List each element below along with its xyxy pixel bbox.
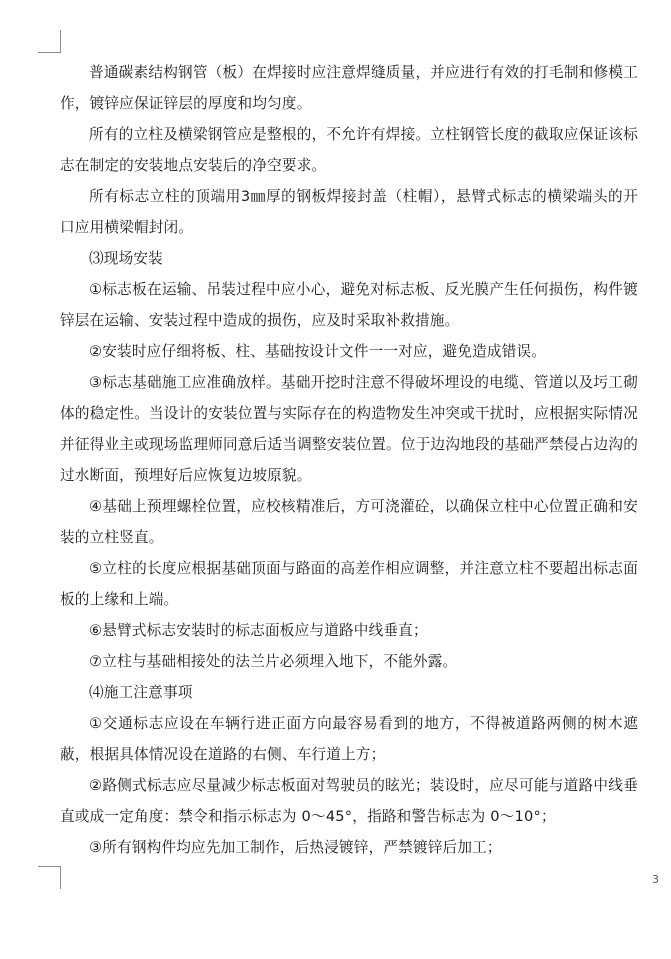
list-item: ⑦立柱与基础相接处的法兰片必须埋入地下，不能外露。	[89, 653, 458, 670]
list-item: ②路侧式标志应尽量减少标志板面对驾驶员的眩光；装设时，应尽可能与道路中线垂直或成一定角度：禁令和指示标志为 0～45°，指路和警告标志为 0～10°；	[60, 777, 638, 825]
list-item: ③标志基础施工应准确放样。基础开挖时注意不得破坏埋设的电缆、管道以及圬工砌体的稳定性。当设计的安装位置与实际存在的构造物发生冲突或干扰时，应根据实际情况并征得业主或现场监理师同意后适当调整安装位置。位于边沟地段的基础严禁侵占边沟的过水断面，预埋好后应恢复边坡原貌。	[60, 374, 638, 484]
list-item: ⑥悬臂式标志安装时的标志面板应与道路中线垂直；	[89, 622, 428, 639]
list-item: ①标志板在运输、吊装过程中应小心，避免对标志板、反光膜产生任何损伤，构件镀锌层在运输、安装过程中造成的损伤，应及时采取补救措施。	[60, 281, 638, 329]
paragraph-column-cap: 所有标志立柱的顶端用3㎜厚的钢板焊接封盖（柱帽），悬臂式标志的横梁端头的开口应用横梁帽封闭。	[60, 188, 638, 236]
top-left-margin-mark	[38, 30, 61, 53]
list-item: ③所有钢构件均应先加工制作，后热浸镀锌，严禁镀锌后加工；	[89, 839, 502, 856]
heading-onsite-installation: ⑶现场安装	[89, 250, 163, 267]
list-item: ①交通标志应设在车辆行进正面方向最容易看到的地方，不得被道路两侧的树木遮蔽，根据具体情况设在道路的右侧、车行道上方；	[60, 715, 638, 763]
list-item: ②安装时应仔细将板、柱、基础按设计文件一一对应，避免造成错误。	[89, 343, 547, 360]
paragraph-whole-pipe: 所有的立柱及横梁钢管应是整根的，不允许有焊接。立柱钢管长度的截取应保证该标志在制定的安装地点安装后的净空要求。	[60, 126, 638, 174]
page-number: 3	[652, 873, 659, 886]
list-item: ④基础上预埋螺栓位置，应校核精准后，方可浇灌砼，以确保立柱中心位置正确和安装的立柱竖直。	[60, 498, 638, 546]
bottom-left-margin-mark	[38, 866, 61, 889]
document-body	[60, 57, 638, 863]
heading-construction-notes: ⑷施工注意事项	[89, 684, 193, 701]
list-item: ⑤立柱的长度应根据基础顶面与路面的高差作相应调整，并注意立柱不要超出标志面板的上缘和上端。	[60, 560, 638, 608]
paragraph-weld-quality: 普通碳素结构钢管（板）在焊接时应注意焊缝质量，并应进行有效的打毛制和修模工作，镀锌应保证锌层的厚度和均匀度。	[60, 64, 638, 112]
